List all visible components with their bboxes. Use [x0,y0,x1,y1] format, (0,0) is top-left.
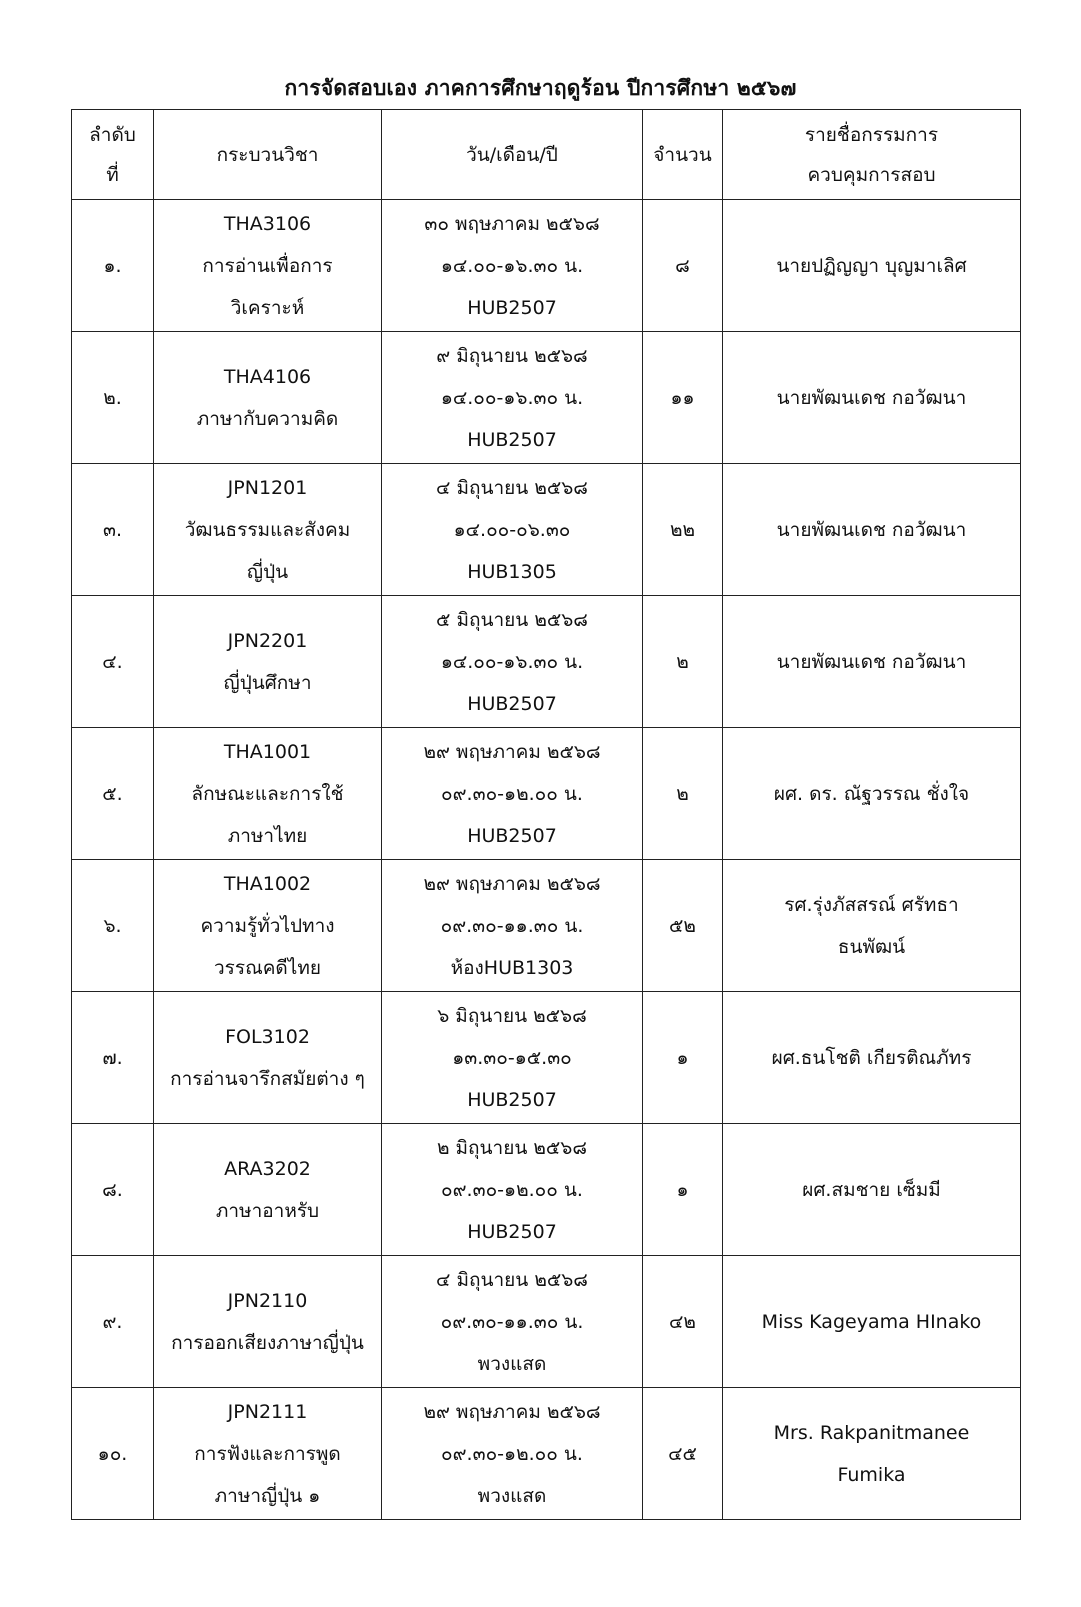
proctor-cell [723,596,1021,728]
course-code: ARA3202 [224,1157,311,1180]
proctor-name: นายปฏิญญา บุญมาเลิศ [776,254,967,277]
exam-time: ๐๙.๓๐-๑๒.๐๐ น. [441,1442,583,1465]
proctor-cell [723,728,1021,860]
course-cell [154,860,382,992]
table-row [72,860,1021,992]
proctor-name: Fumika [837,1463,906,1486]
student-count: ๘ [643,200,723,332]
header-course: กระบวนวิชา [154,110,382,200]
course-name: ภาษาไทย [227,824,308,847]
exam-date: ๒๙ พฤษภาคม ๒๕๖๘ [423,740,601,763]
course-cell [154,596,382,728]
proctor-name: นายพัฒนเดช กอวัฒนา [776,386,967,409]
course-name: การอ่านจารึกสมัยต่าง ๆ [170,1067,365,1090]
course-cell [154,200,382,332]
exam-date: ๔ มิถุนายน ๒๕๖๘ [436,1268,588,1291]
student-count: ๒๒ [643,464,723,596]
header-count: จำนวน [643,110,723,200]
course-name: วิเคราะห์ [230,296,305,319]
exam-date: ๒๙ พฤษภาคม ๒๕๖๘ [423,1400,601,1423]
schedule-cell [382,1388,643,1520]
course-cell [154,464,382,596]
course-name: การออกเสียงภาษาญี่ปุ่น [171,1331,364,1354]
table-row [72,200,1021,332]
course-cell [154,1256,382,1388]
table-row [72,728,1021,860]
row-number: ๘. [72,1124,154,1256]
schedule-cell [382,860,643,992]
proctor-name: นายพัฒนเดช กอวัฒนา [776,518,967,541]
table-row [72,596,1021,728]
schedule-cell [382,596,643,728]
student-count: ๒ [643,728,723,860]
header-date: วัน/เดือน/ปี [382,110,643,200]
exam-time: ๑๔.๐๐-๑๖.๓๐ น. [440,386,584,409]
exam-room: HUB2507 [467,296,557,319]
course-code: THA4106 [223,365,312,388]
course-name: ความรู้ทั่วไปทาง [200,914,335,937]
row-number: ๓. [72,464,154,596]
proctor-cell [723,1124,1021,1256]
course-cell [154,332,382,464]
course-code: THA1002 [223,872,312,895]
course-name: การฟังและการพูด [194,1442,341,1465]
course-code: JPN2111 [227,1400,308,1423]
exam-room: HUB2507 [467,824,557,847]
schedule-cell [382,200,643,332]
document-title: การจัดสอบเอง ภาคการศึกษาฤดูร้อน ปีการศึกษา ๒๕๖๗ [284,76,797,100]
course-code: THA3106 [223,212,312,235]
proctor-name: ธนพัฒน์ [837,935,906,958]
course-cell [154,992,382,1124]
table-row [72,464,1021,596]
exam-room: HUB2507 [467,1088,557,1111]
course-cell [154,1388,382,1520]
row-number: ๕. [72,728,154,860]
exam-time: ๐๙.๓๐-๑๑.๓๐ น. [440,1310,584,1333]
exam-date: ๒ มิถุนายน ๒๕๖๘ [436,1136,588,1159]
proctor-name: รศ.รุ่งภัสสรณ์ ศรัทธา [784,893,959,916]
schedule-cell [382,332,643,464]
exam-time: ๐๙.๓๐-๑๑.๓๐ น. [440,914,584,937]
proctor-cell [723,1256,1021,1388]
proctor-cell [723,992,1021,1124]
course-code: JPN1201 [227,476,308,499]
proctor-name: นายพัฒนเดช กอวัฒนา [776,650,967,673]
exam-time: ๑๔.๐๐-๑๖.๓๐ น. [440,254,584,277]
proctor-name: Miss Kageyama HInako [761,1310,982,1333]
row-number: ๑. [72,200,154,332]
table-header-row [72,110,1021,200]
table-row [72,1388,1021,1520]
proctor-name: ผศ.ธนโชติ เกียรติณภัทร [771,1046,972,1069]
exam-date: ๕ มิถุนายน ๒๕๖๘ [436,608,588,631]
exam-schedule-table [71,109,1021,1520]
proctor-cell [723,332,1021,464]
student-count: ๔๒ [643,1256,723,1388]
exam-date: ๓๐ พฤษภาคม ๒๕๖๘ [424,212,600,235]
header-proctor: รายชื่อกรรมการ ควบคุมการสอบ [723,110,1021,200]
student-count: ๑ [643,1124,723,1256]
exam-time: ๐๙.๓๐-๑๒.๐๐ น. [441,782,583,805]
exam-date: ๒๙ พฤษภาคม ๒๕๖๘ [423,872,601,895]
course-name: ภาษากับความคิด [196,407,339,430]
row-number: ๖. [72,860,154,992]
course-name: ภาษาญี่ปุ่น ๑ [214,1484,321,1507]
exam-room: พวงแสด [477,1484,547,1507]
row-number: ๒. [72,332,154,464]
schedule-cell [382,1124,643,1256]
exam-time: ๑๓.๓๐-๑๕.๓๐ [452,1046,572,1069]
proctor-cell [723,1388,1021,1520]
proctor-cell [723,200,1021,332]
table-body [72,200,1021,1520]
course-name: วรรณคดีไทย [214,956,321,979]
row-number: ๗. [72,992,154,1124]
proctor-name: ผศ.สมชาย เซ็มมี [802,1178,941,1201]
schedule-cell [382,464,643,596]
row-number: ๑๐. [72,1388,154,1520]
exam-date: ๖ มิถุนายน ๒๕๖๘ [437,1004,587,1027]
exam-room: ห้องHUB1303 [450,956,574,979]
table-row [72,332,1021,464]
exam-room: HUB1305 [467,560,557,583]
table-row [72,1124,1021,1256]
exam-time: ๐๙.๓๐-๑๒.๐๐ น. [441,1178,583,1201]
course-name: ญี่ปุ่นศึกษา [223,671,312,694]
course-cell [154,728,382,860]
row-number: ๙. [72,1256,154,1388]
exam-room: พวงแสด [477,1352,547,1375]
exam-time: ๑๔.๐๐-๐๖.๓๐ [453,518,571,541]
student-count: ๑ [643,992,723,1124]
exam-room: HUB2507 [467,692,557,715]
proctor-cell [723,860,1021,992]
exam-room: HUB2507 [467,428,557,451]
student-count: ๔๕ [643,1388,723,1520]
course-code: THA1001 [223,740,312,763]
schedule-cell [382,992,643,1124]
student-count: ๕๒ [643,860,723,992]
schedule-cell [382,1256,643,1388]
table-row [72,992,1021,1124]
course-name: การอ่านเพื่อการ [202,254,333,277]
row-number: ๔. [72,596,154,728]
exam-room: HUB2507 [467,1220,557,1243]
proctor-cell [723,464,1021,596]
course-code: FOL3102 [225,1025,310,1048]
course-name: ญี่ปุ่น [246,560,289,583]
student-count: ๑๑ [643,332,723,464]
header-no: ลำดับ ที่ [72,110,154,200]
course-name: วัฒนธรรมและสังคม [184,518,351,541]
course-name: ภาษาอาหรับ [215,1199,320,1222]
student-count: ๒ [643,596,723,728]
schedule-cell [382,728,643,860]
exam-date: ๙ มิถุนายน ๒๕๖๘ [436,344,588,367]
exam-date: ๔ มิถุนายน ๒๕๖๘ [436,476,588,499]
course-name: ลักษณะและการใช้ [191,782,344,805]
proctor-name: Mrs. Rakpanitmanee [773,1421,970,1444]
course-code: JPN2201 [227,629,308,652]
exam-time: ๑๔.๐๐-๑๖.๓๐ น. [440,650,584,673]
course-code: JPN2110 [227,1289,308,1312]
table-row [72,1256,1021,1388]
course-cell [154,1124,382,1256]
proctor-name: ผศ. ดร. ณัฐวรรณ ชั่งใจ [773,782,970,805]
